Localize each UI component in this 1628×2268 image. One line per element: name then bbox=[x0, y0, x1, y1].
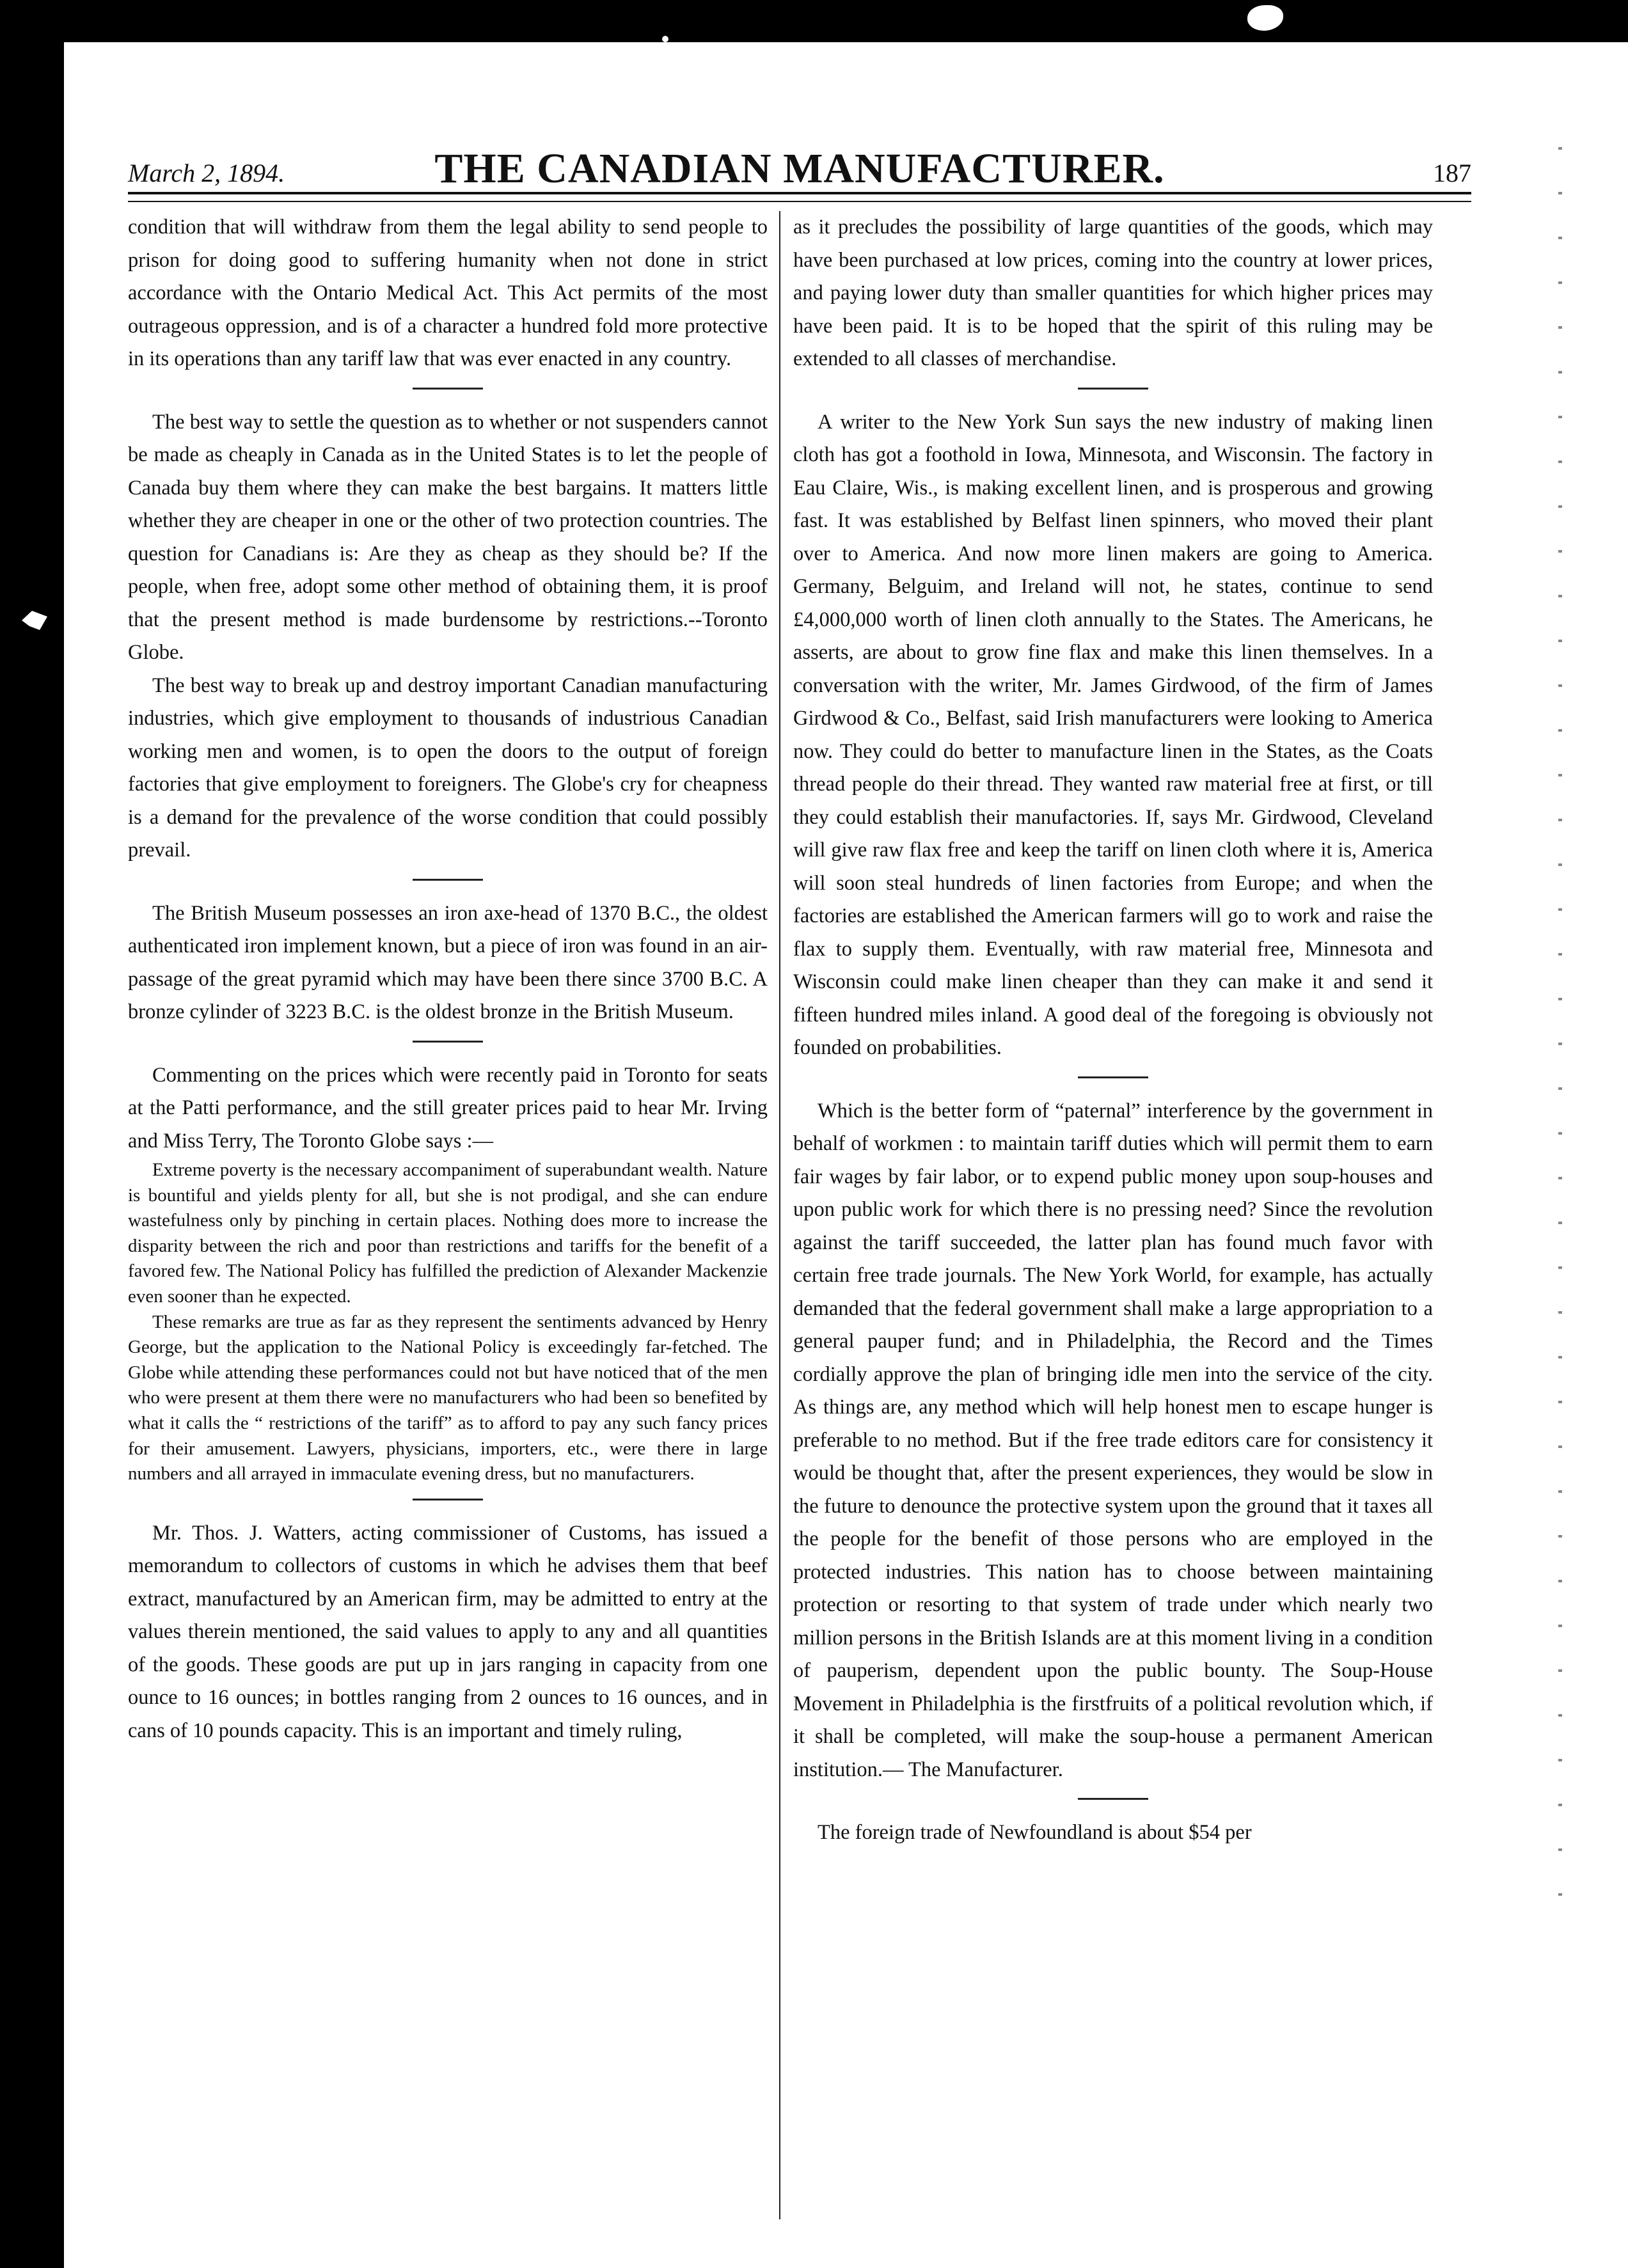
header-rule bbox=[128, 192, 1471, 194]
scan-top-border bbox=[0, 0, 1628, 42]
article-paragraph: Which is the better form of “paternal” interference by the government in behalf of workmen : to maintain tariff duties which will permit them to earn fair wages by fair labor, or to expend public money upon soup-houses and upon public work for which there is no pressing need? Since the revolution against the tariff succeeded, the latter plan has found much favor with certain free trade journals. The New York World, for example, has actually demanded that the federal government shall make a large appropriation to a general pauper fund; and in Philadelphia, the Record and the Times cordially approve the plan of bringing idle men into the service of the city. As things are, any method which will help honest men to escape hunger is preferable to no method. But if the free trade editors care for consistency it would be thought that, after the present experiences, they would be slow in the future to denounce the protective system upon the ground that it taxes all the people for the benefit of those persons who are employed in the protected industries. This nation has to choose between maintaining protection or resorting to that system of trade under which nearly two million persons in the British Islands are at this moment living in a condition of pauperism, dependent upon the public bounty. The Soup-House Movement in Philadelphia is the firstfruits of a political revolution which, if it shall be completed, will make the soup-house a permanent American institution.— The Manufacturer. bbox=[793, 1099, 1433, 1781]
column-divider bbox=[779, 211, 780, 2219]
section-separator bbox=[413, 879, 483, 881]
scan-left-border bbox=[0, 0, 64, 2268]
publication-title: THE CANADIAN MANUFACTURER. bbox=[434, 145, 1165, 192]
section-separator bbox=[1078, 1076, 1148, 1078]
issue-date: March 2, 1894. bbox=[128, 159, 285, 187]
article-paragraph: The best way to settle the question as to whether or not suspenders cannot be made as cheaply in Canada as in the United States is to let the people of Canada buy them where they can make the best bargains. It matters little whether they are cheaper in one or the other of two protection countries. The question for Canadians is: Are they as cheap as they should be? If the people, when free, adopt some other method of obtaining them, it is proof that the present method is made burdensome by restrictions.--Toronto Globe. bbox=[128, 410, 768, 664]
article-paragraph: as it precludes the possibility of large quantities of the goods, which may have been purchased at low prices, coming into the country at lower prices, and paying lower duty than smaller quantities for which higher prices may have been paid. It is to be hoped that the spirit of this ruling may be extended to all classes of merchandise. bbox=[793, 216, 1433, 370]
article-paragraph: Commenting on the prices which were recently paid in Toronto for seats at the Patti performance, and the still greater prices paid to hear Mr. Irving and Miss Terry, The Toronto Globe says :— bbox=[128, 1063, 768, 1153]
right-column bbox=[793, 211, 1433, 2219]
article-paragraph: A writer to the New York Sun says the new industry of making linen cloth has got a foothold in Iowa, Minnesota, and Wisconsin. The factory in Eau Claire, Wis., is making excellent linen, and is prosperous and growing fast. It was established by Belfast linen spinners, who moved their plant over to America. And now more linen makers are going to America. Germany, Belguim, and Ireland will not, he states, continue to send £4,000,000 worth of linen cloth annually to the States. The Americans, he asserts, are about to grow fine flax and make this linen themselves. In a conversation with the writer, Mr. James Girdwood, of the firm of James Girdwood & Co., Belfast, said Irish manufacturers were looking to America now. They could do better to manufacture linen in the States, as the Coats thread people do their thread. They wanted raw material free at first, or till they could establish their manufactories. If, says Mr. Girdwood, Cleveland will give raw flax free and keep the tariff on linen cloth where it is, America will soon steal hundreds of linen factories from Europe; and when the factories are established the American farmers will go to work and raise the flax to supply them. Eventually, with raw material free, Minnesota and Wisconsin could make linen cheaper than they can make it and send it fifteen hundred miles inland. A good deal of the foregoing is obviously not founded on probabilities. bbox=[793, 410, 1433, 1059]
section-separator bbox=[1078, 388, 1148, 390]
scan-blemish bbox=[662, 36, 668, 42]
scan-speckle bbox=[1558, 128, 1562, 1919]
section-separator bbox=[413, 1041, 483, 1043]
header-rule-thin bbox=[128, 201, 1471, 202]
quoted-paragraph: These remarks are true as far as they represent the sentiments advanced by Henry George, but the application to the National Policy is exceedingly far-fetched. The Globe while attending these performances could not but have noticed that of the men who were present at them there were no manufacturers who had been so benefited by what it calls the “ restrictions of the tariff” as to afford to pay any such fancy prices for their amusement. Lawyers, physicians, importers, etc., were there in large numbers and all arrayed in immaculate evening dress, but no manufacturers. bbox=[128, 1311, 768, 1484]
article-paragraph: The foreign trade of Newfoundland is about $54 per bbox=[818, 1821, 1252, 1844]
article-paragraph: Mr. Thos. J. Watters, acting commissioner of Customs, has issued a memorandum to collectors of customs in which he advises them that beef extract, manufactured by an American firm, may be admitted to entry at the values therein mentioned, the said values to apply to any and all quantities of the goods. These goods are put up in jars ranging in capacity from one ounce to 16 ounces; in bottles ranging from 2 ounces to 16 ounces, and in cans of 10 pounds capacity. This is an important and timely ruling, bbox=[128, 1521, 768, 1742]
left-column bbox=[128, 211, 768, 2219]
page-number: 187 bbox=[1433, 159, 1471, 187]
article-paragraph: condition that will withdraw from them the legal ability to send people to prison for doing good to suffering humanity when not done in strict accordance with the Ontario Medical Act. This Act permits of the most outrageous oppression, and is of a character a hundred fold more protective in its operations than any tariff law that was ever enacted in any country. bbox=[128, 216, 768, 370]
section-separator bbox=[413, 388, 483, 390]
quoted-paragraph: Extreme poverty is the necessary accompaniment of superabundant wealth. Nature is bountiful and yields plenty for all, but she is not prodigal, and she can endure wastefulness only by pinching in certain places. Nothing does more to increase the disparity between the rich and poor than restrictions and tariffs for the benefit of a favored few. The National Policy has fulfilled the prediction of Alexander Mackenzie even sooner than he expected. bbox=[128, 1160, 768, 1307]
article-paragraph: The best way to break up and destroy important Canadian manufacturing industries, which give employment to thousands of industrious Canadian working men and women, is to open the doors to the output of foreign factories that give employment to foreigners. The Globe's cry for cheapness is a demand for the prevalence of the worse condition that could possibly prevail. bbox=[128, 673, 768, 862]
article-paragraph: The British Museum possesses an iron axe-head of 1370 B.C., the oldest authenticated iron implement known, but a piece of iron was found in an air-passage of the great pyramid which may have been there since 3700 B.C. A bronze cylinder of 3223 B.C. is the oldest bronze in the British Museum. bbox=[128, 901, 768, 1023]
section-separator bbox=[1078, 1798, 1148, 1800]
section-separator bbox=[413, 1499, 483, 1500]
page-header bbox=[128, 136, 1471, 193]
